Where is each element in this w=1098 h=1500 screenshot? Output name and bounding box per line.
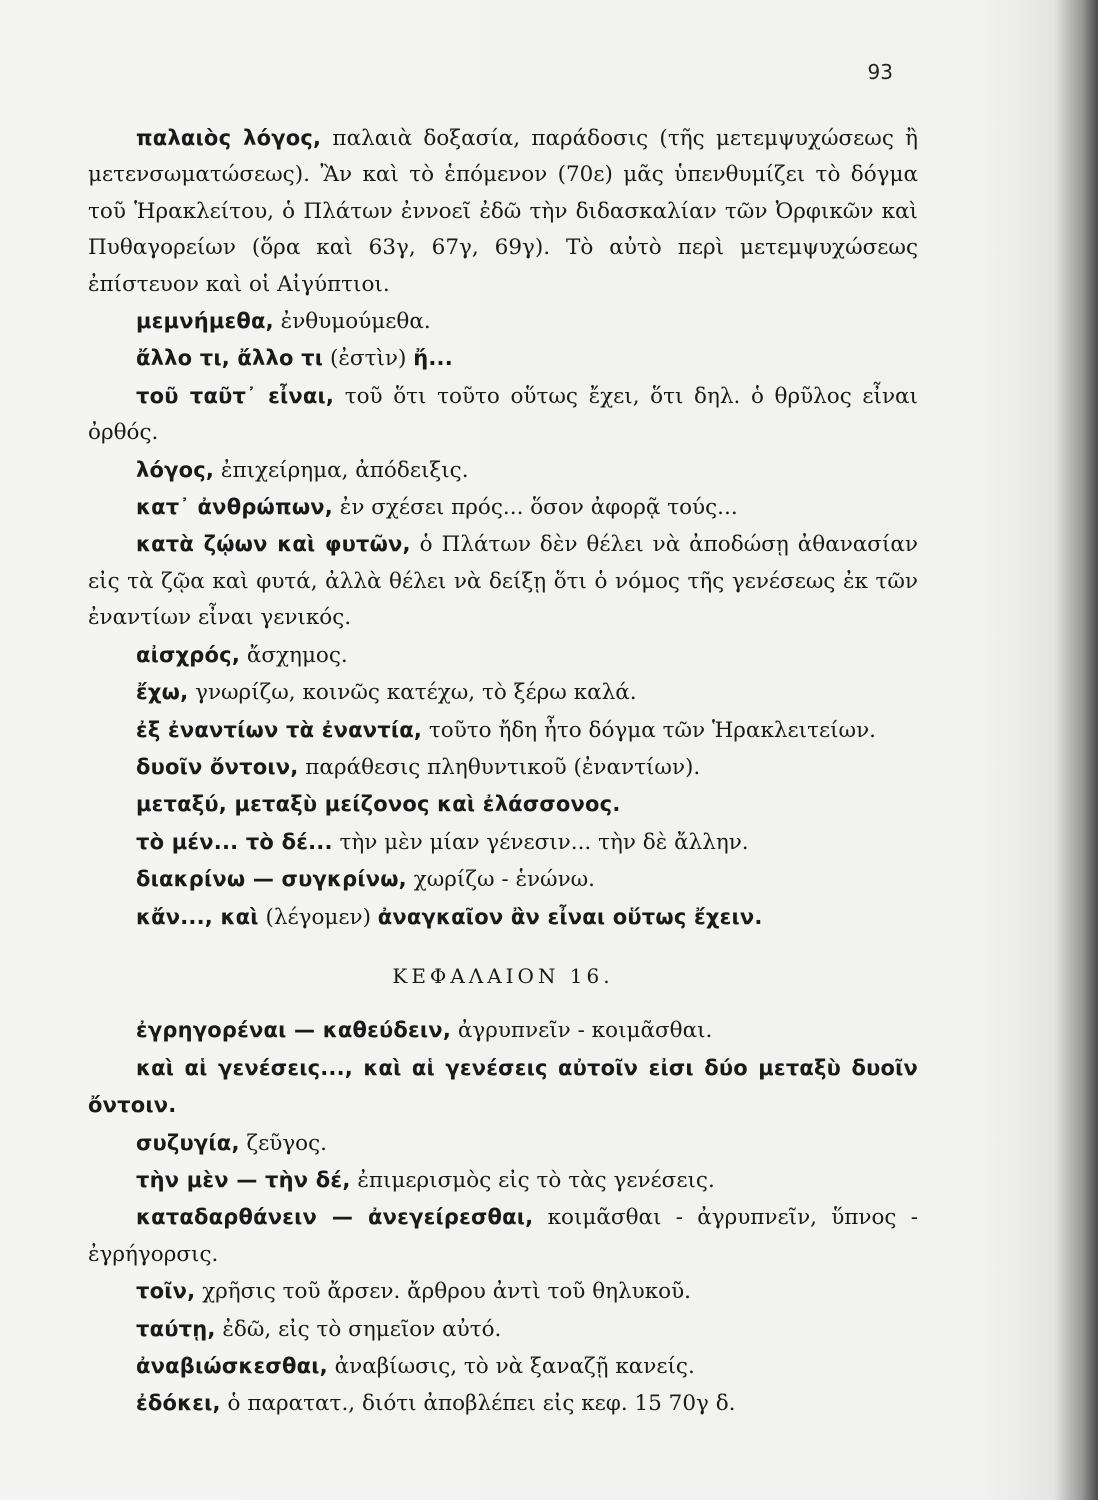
- definition: ἄσχημος.: [240, 642, 348, 668]
- definition: κοιμᾶσθαι - ἀγρυπνεῖν, ὕπνος - ἐγρήγορσις.: [88, 1205, 918, 1267]
- definition: ἐπιχείρημα, ἀπόδειξις.: [214, 457, 469, 483]
- glossary-entry: [88, 674, 918, 711]
- term: αἰσχρός,: [136, 642, 240, 667]
- glossary-entry: [88, 1162, 918, 1199]
- definition: χωρίζω - ἑνώνω.: [406, 867, 596, 893]
- definition: ἐνθυμούμεθα.: [273, 309, 431, 335]
- definition: γνωρίζω, κοινῶς κατέχω, τὸ ξέρω καλά.: [188, 680, 637, 706]
- definition: τοῦ ὅτι τοῦτο οὕτως ἔχει, ὅτι δηλ. ὁ θρῦλος εἶναι ὀρθός.: [88, 383, 918, 446]
- term: δυοῖν ὄντοιν,: [136, 754, 299, 779]
- definition: ἀγρυπνεῖν - κοιμᾶσθαι.: [451, 1018, 713, 1044]
- term: κατ᾽ ἀνθρώπων,: [136, 495, 333, 520]
- definition: παλαιὰ δοξασία, παράδοσις (τῆς μετεμψυχώσεως ἢ μετενσωματώσεως). Ἂν καὶ τὸ ἑπόμενον (70ε) μᾶς ὑπενθυμίζει τὸ δόγμα τοῦ Ἡρακλείτου, ὁ Πλάτων ἐννοεῖ ἐδῶ τὴν διδασκαλίαν τῶν Ὀρφικῶν καὶ Πυθαγορείων (ὅρα καὶ 63γ, 67γ, 69γ). Τὸ αὐτὸ περὶ μετεμψυχώσεως ἐπίστευον καὶ οἱ Αἰγύπτιοι.: [88, 126, 918, 297]
- definition: (λέγομεν): [258, 904, 378, 930]
- term: καὶ αἱ γενέσεις..., καὶ αἱ γενέσεις αὐτοῖν εἰσι δύο μεταξὺ δυοῖν ὄντοιν.: [88, 1055, 918, 1118]
- term: κατὰ ζῴων καὶ φυτῶν,: [136, 532, 411, 557]
- term: ἄλλο τι, ἄλλο τι: [136, 346, 324, 371]
- definition: τοῦτο ἤδη ἦτο δόγμα τῶν Ἡρακλειτείων.: [422, 717, 876, 743]
- glossary-entry: [88, 340, 918, 377]
- glossary-entry: [88, 861, 918, 898]
- definition: χρῆσις τοῦ ἄρσεν. ἄρθρου ἀντὶ τοῦ θηλυκοῦ.: [195, 1279, 692, 1305]
- glossary-entry: [88, 824, 918, 861]
- glossary-entry: [88, 489, 918, 526]
- term: μεταξύ, μεταξὺ μείζονος καὶ ἐλάσσονος.: [136, 792, 621, 817]
- chapter-heading: ΚΕΦΑΛΑΙΟΝ 16.: [392, 963, 614, 988]
- term: λόγος,: [136, 457, 215, 482]
- definition: ἐπιμερισμὸς εἰς τὸ τὰς γενέσεις.: [350, 1167, 715, 1193]
- term: κἄν..., καὶ: [136, 904, 259, 929]
- term: παλαιὸς λόγος,: [136, 126, 322, 150]
- term: διακρίνω — συγκρίνω,: [136, 867, 407, 892]
- term: μεμνήμεθα,: [136, 309, 274, 334]
- glossary-entry: [88, 786, 918, 823]
- term: ἤ...: [413, 346, 453, 371]
- term: τοῦ ταῦτ᾽ εἶναι,: [136, 383, 335, 408]
- glossary-entry: [88, 749, 918, 786]
- page-content: [88, 120, 918, 1423]
- glossary-section-2: [88, 1012, 918, 1422]
- definition: ἐδῶ, εἰς τὸ σημεῖον αὐτό.: [215, 1316, 502, 1342]
- term: ἐγρηγορέναι — καθεύδειν,: [136, 1018, 451, 1043]
- glossary-entry: [88, 1385, 918, 1422]
- glossary-entry: [88, 899, 918, 936]
- glossary-entry: [88, 452, 918, 489]
- glossary-entry: [88, 712, 918, 749]
- definition: (ἐστὶν): [323, 346, 414, 372]
- glossary-entry: [88, 1311, 918, 1348]
- definition: ὁ Πλάτων δὲν θέλει νὰ ἀποδώσῃ ἀθανασίαν εἰς τὰ ζῷα καὶ φυτά, ἀλλὰ θέλει νὰ δείξῃ ὅτι ὁ νόμος τῆς γενέσεως ἐκ τῶν ἐναντίων εἶναι γενικός.: [88, 532, 918, 631]
- term: συζυγία,: [136, 1130, 240, 1155]
- term: ταύτῃ,: [136, 1316, 216, 1341]
- definition: ἀναβίωσις, τὸ νὰ ξαναζῇ κανείς.: [327, 1354, 695, 1379]
- glossary-entry: [88, 1050, 918, 1125]
- glossary-entry: [88, 526, 918, 636]
- glossary-entry: [88, 1273, 918, 1310]
- definition: ὁ παρατατ., διότι ἀποβλέπει εἰς κεφ. 15 70γ δ.: [220, 1391, 736, 1417]
- term: τὴν μὲν — τὴν δέ,: [136, 1167, 351, 1192]
- glossary-entry: [88, 637, 918, 674]
- glossary-entry: [88, 1348, 918, 1385]
- glossary-entry: [88, 1012, 918, 1049]
- intro-paragraph: [88, 120, 918, 303]
- glossary-entry: [88, 1199, 918, 1273]
- term: ἐξ ἐναντίων τὰ ἐναντία,: [136, 717, 423, 742]
- term: τὸ μέν... τὸ δέ...: [136, 829, 333, 854]
- term: ἀναβιώσκεσθαι,: [136, 1354, 328, 1378]
- glossary-entry: [88, 1125, 918, 1162]
- term: ἔχω,: [136, 680, 189, 705]
- term: τοῖν,: [136, 1279, 196, 1304]
- glossary-entry: [88, 378, 918, 452]
- definition: παράθεσις πληθυντικοῦ (ἐναντίων).: [298, 754, 701, 780]
- term: καταδαρθάνειν — ἀνεγείρεσθαι,: [136, 1205, 534, 1230]
- page-number: 93: [867, 60, 893, 84]
- term: ἀναγκαῖον ἂν εἶναι οὕτως ἔχειν.: [377, 904, 763, 929]
- definition: ἐν σχέσει πρός... ὅσον ἀφορᾷ τούς...: [332, 495, 738, 521]
- definition: τὴν μὲν μίαν γένεσιν... τὴν δὲ ἄλλην.: [332, 829, 749, 855]
- term: ἐδόκει,: [136, 1391, 221, 1416]
- glossary-section-1: [88, 303, 918, 936]
- glossary-entry: [88, 303, 918, 340]
- definition: ζεῦγος.: [239, 1130, 327, 1156]
